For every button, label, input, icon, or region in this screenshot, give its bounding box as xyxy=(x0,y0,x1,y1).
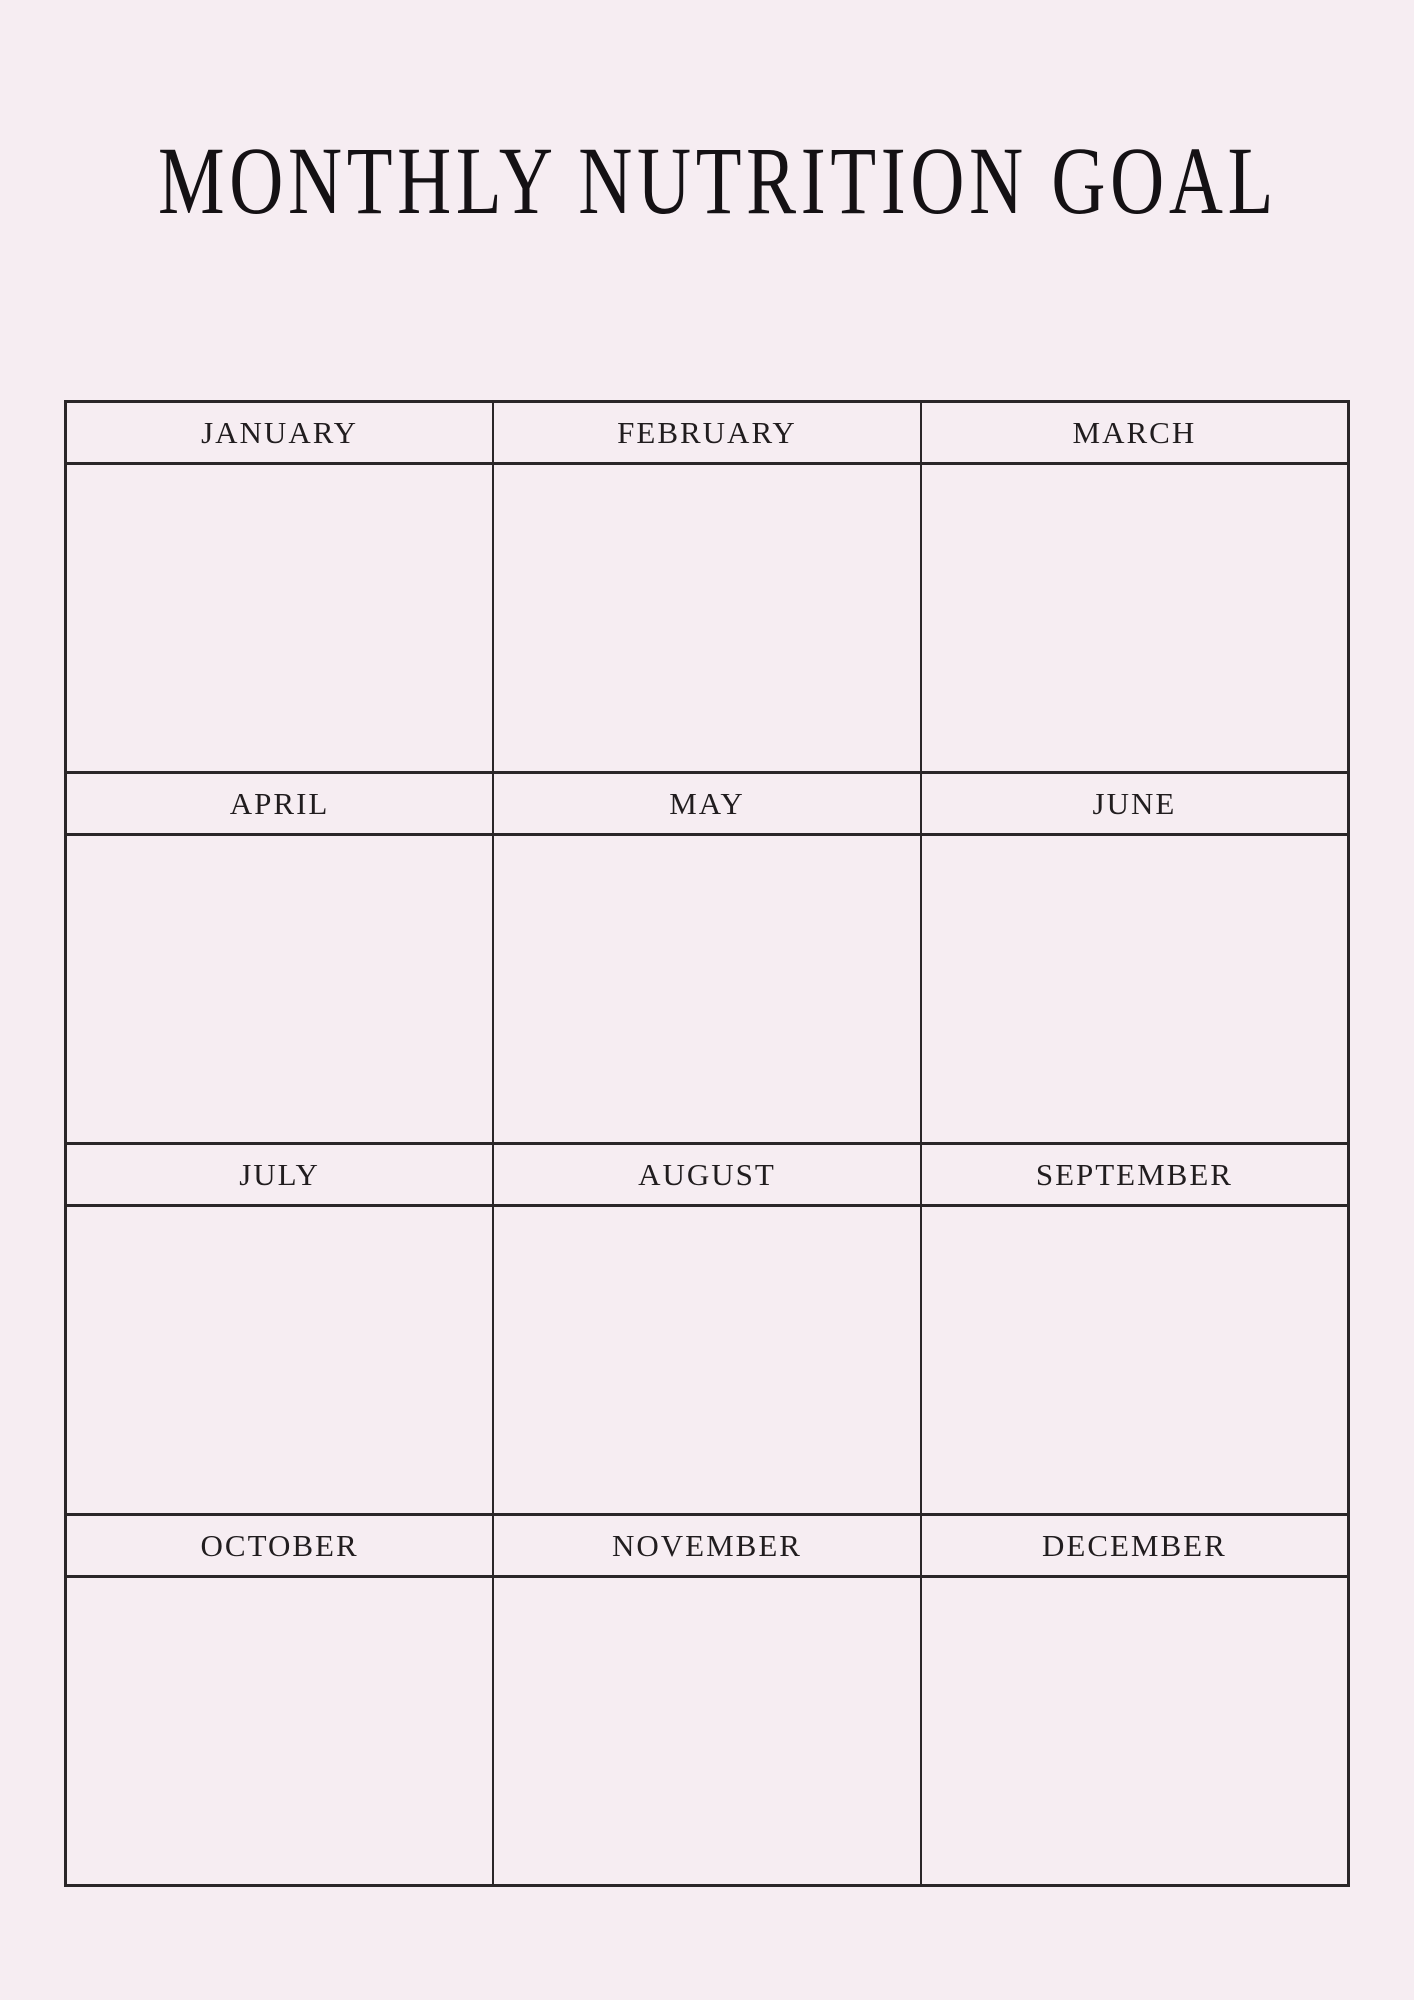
month-header-december xyxy=(921,1515,1349,1577)
goal-cell-july xyxy=(66,1206,494,1515)
month-header-august xyxy=(493,1144,921,1206)
page-title xyxy=(0,128,1414,234)
month-label: JANUARY xyxy=(201,414,359,450)
goal-entry-row-1 xyxy=(66,464,1349,773)
month-header-row-3 xyxy=(66,1144,1349,1206)
month-label: AUGUST xyxy=(638,1156,776,1192)
month-label: JULY xyxy=(239,1156,320,1192)
goal-cell-august xyxy=(493,1206,921,1515)
month-header-november xyxy=(493,1515,921,1577)
goal-cell-march xyxy=(921,464,1349,773)
month-header-july xyxy=(66,1144,494,1206)
goal-entry-row-3 xyxy=(66,1206,1349,1515)
month-header-april xyxy=(66,773,494,835)
month-header-row-4 xyxy=(66,1515,1349,1577)
month-label: MAY xyxy=(669,785,745,821)
goal-cell-may xyxy=(493,835,921,1144)
month-header-row-2 xyxy=(66,773,1349,835)
month-label: NOVEMBER xyxy=(612,1527,802,1563)
goal-cell-december xyxy=(921,1577,1349,1886)
month-label: FEBRUARY xyxy=(617,414,797,450)
month-label: OCTOBER xyxy=(200,1527,359,1563)
month-header-june xyxy=(921,773,1349,835)
month-header-may xyxy=(493,773,921,835)
month-header-september xyxy=(921,1144,1349,1206)
goal-cell-october xyxy=(66,1577,494,1886)
month-label: SEPTEMBER xyxy=(1035,1156,1233,1192)
monthly-goal-table xyxy=(64,400,1350,1887)
goal-cell-june xyxy=(921,835,1349,1144)
month-label: MARCH xyxy=(1072,414,1197,450)
goal-cell-january xyxy=(66,464,494,773)
month-label: JUNE xyxy=(1092,785,1177,821)
month-header-january xyxy=(66,402,494,464)
month-header-february xyxy=(493,402,921,464)
month-header-row-1 xyxy=(66,402,1349,464)
month-header-october xyxy=(66,1515,494,1577)
goal-cell-february xyxy=(493,464,921,773)
goal-cell-april xyxy=(66,835,494,1144)
month-label: DECEMBER xyxy=(1042,1527,1227,1563)
goal-cell-september xyxy=(921,1206,1349,1515)
page-title-text: MONTHLY NUTRITION GOAL xyxy=(157,127,1279,234)
month-header-march xyxy=(921,402,1349,464)
goal-entry-row-2 xyxy=(66,835,1349,1144)
month-label: APRIL xyxy=(229,785,330,821)
goal-cell-november xyxy=(493,1577,921,1886)
goal-entry-row-4 xyxy=(66,1577,1349,1886)
